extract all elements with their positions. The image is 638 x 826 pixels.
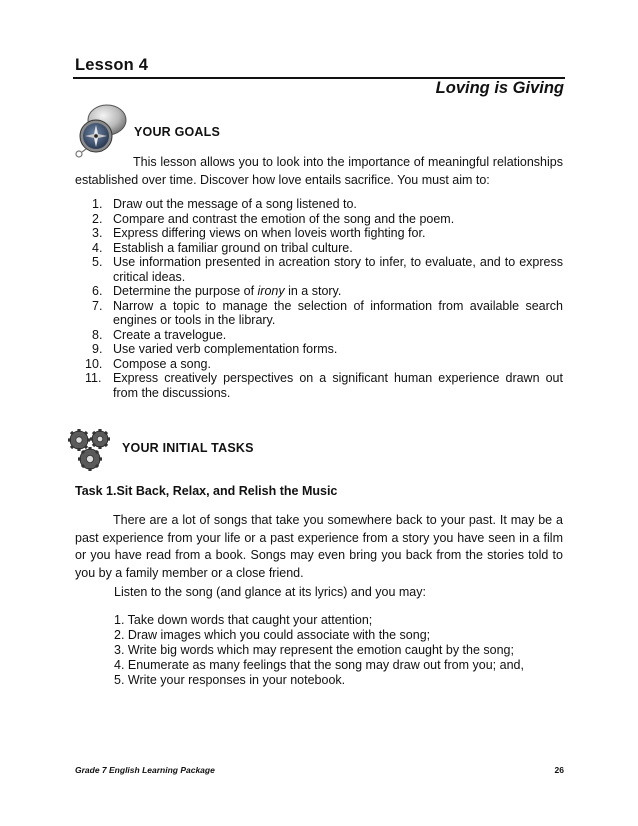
goals-list	[75, 197, 563, 400]
step-item: 4. Enumerate as many feelings that the song may draw out from you; and,	[114, 657, 524, 672]
goals-heading: YOUR GOALS	[134, 125, 221, 139]
goal-item: 6. Determine the purpose of irony in a story.	[92, 284, 342, 298]
gears-icon	[66, 427, 116, 473]
step-item: 2. Draw images which you could associate with the song;	[114, 627, 431, 642]
goal-item: 7. Narrow a topic to manage the selection of information from available search engines or tools in the library.	[92, 298, 563, 327]
goal-item: 5. Use information presented in acreation story to infer, to evaluate, and to express critical ideas.	[92, 255, 563, 284]
goal-item: 10. Compose a song.	[85, 356, 211, 371]
lesson-subtitle: Loving is Giving	[435, 79, 564, 97]
goal-item: 9. Use varied verb complementation forms.	[92, 342, 338, 356]
step-item: 1. Take down words that caught your attention;	[114, 613, 373, 627]
task1-heading: Task 1.Sit Back, Relax, and Relish the Music	[75, 484, 338, 498]
goals-intro: This lesson allows you to look into the importance of meaningful relationships established over time. Discover how love entails sacrifice. You must aim to:	[75, 155, 563, 187]
goal-item: 1. Draw out the message of a song listened to.	[92, 197, 357, 211]
goal-item: 11. Express creatively perspectives on a significant human experience drawn out from the discussions.	[85, 371, 563, 400]
goal-item: 2. Compare and contrast the emotion of the song and the poem.	[92, 211, 455, 226]
goal-item: 8. Create a travelogue.	[92, 327, 227, 342]
page-number: 26	[554, 765, 564, 775]
compass-icon	[74, 103, 128, 161]
task1-listen-text: Listen to the song (and glance at its lyrics) and you may:	[114, 585, 426, 599]
lesson-title: Lesson 4	[75, 56, 149, 74]
step-item: 3. Write big words which may represent the emotion caught by the song;	[114, 642, 514, 657]
step-item: 5. Write your responses in your notebook.	[114, 672, 346, 687]
initial-tasks-heading: YOUR INITIAL TASKS	[122, 441, 254, 455]
task1-paragraph: There are a lot of songs that take you somewhere back to your past. It may be a past experience from your life or a past experience from a story you have seen in a film or you have read from a book. Songs may even bring you back from the stories told to you by a family member or a close friend.	[75, 513, 563, 580]
task1-steps	[114, 613, 524, 688]
irony-emphasis: irony	[257, 284, 285, 298]
goal-item: 4. Establish a familiar ground on tribal culture.	[92, 240, 353, 255]
goal-item: 3. Express differing views on when loveis worth fighting for.	[92, 226, 426, 240]
footer-title: Grade 7 English Learning Package	[75, 765, 215, 775]
